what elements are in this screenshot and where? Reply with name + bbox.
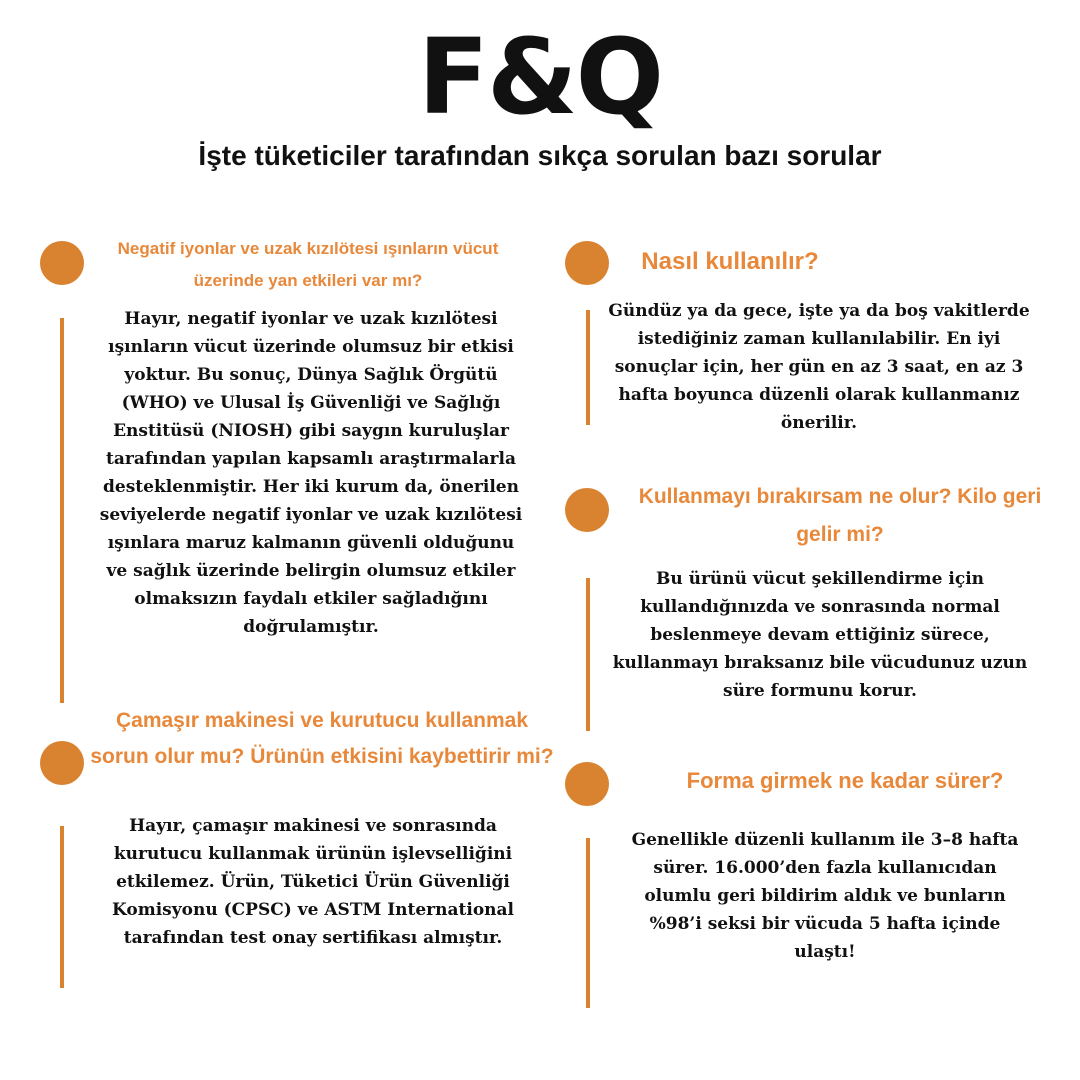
- faq-5-answer: Genellikle düzenli kullanım ile 3–8 hafta sürer. 16.000’den fazla kullanıcıdan olumlu geri bildirim aldık ve bunların %98’i seksi bir vücuda 5 hafta içinde ulaştı!: [631, 830, 1019, 962]
- faq-1-divider: [60, 318, 64, 703]
- faq-2-bullet-icon: [565, 241, 609, 285]
- faq-3-answer: Bu ürünü vücut şekillendirme için kullandığınızda ve sonrasında normal beslenmeye devam ettiğiniz sürece, kullanmayı bıraksanız bile vücudunuz uzun süre formunu korur.: [612, 569, 1028, 701]
- faq-2-answer: Gündüz ya da gece, işte ya da boş vakitlerde istediğiniz zaman kullanılabilir. En iyi sonuçlar için, her gün en az 3 saat, en az 3 hafta boyunca düzenli olarak kullanmanız önerilir.: [608, 301, 1030, 433]
- faq-4-question: Çamaşır makinesi ve kurutucu kullanmak sorun olur mu? Ürünün etkisini kaybettirir mi?: [90, 709, 554, 768]
- faq-1-answer: Hayır, negatif iyonlar ve uzak kızılötesi ışınların vücut üzerinde olumsuz bir etkisi yoktur. Bu sonuç, Dünya Sağlık Örgütü (WHO) ve Ulusal İş Güvenliği ve Sağlığı Enstitüsü (NIOSH) gibi saygın kuruluşlar tarafından yapılan kapsamlı araştırmalarla desteklenmiştir. Her iki kurum da, önerilen seviyelerde negatif iyonlar ve uzak kızılötesi ışınlara maruz kalmanın güvenli olduğunu ve sağlık üzerinde belirgin olumsuz etkiler olmaksızın faydalı etkiler sağladığını doğrulamıştır.: [99, 309, 523, 637]
- faq-3-bullet-icon: [565, 488, 609, 532]
- faq-4-divider: [60, 826, 64, 988]
- page-subtitle: İşte tüketiciler tarafından sıkça sorulan bazı sorular: [198, 140, 882, 171]
- faq-4-answer: Hayır, çamaşır makinesi ve sonrasında kurutucu kullanmak ürünün işlevselliğini etkilemez. Ürün, Tüketici Ürün Güvenliği Komisyonu (CPSC) ve ASTM International tarafından test onay sertifikası almıştır.: [112, 816, 514, 948]
- faq-5-divider: [586, 838, 590, 1008]
- faq-1-bullet-icon: [40, 241, 84, 285]
- faq-4-bullet-icon: [40, 741, 84, 785]
- faq-5-bullet-icon: [565, 762, 609, 806]
- faq-3-divider: [586, 578, 590, 731]
- logo: F&Q: [417, 16, 663, 138]
- faq-2-question: Nasıl kullanılır?: [641, 248, 819, 275]
- faq-5-question: Forma girmek ne kadar sürer?: [686, 768, 1004, 793]
- faq-3-question: Kullanmayı bırakırsam ne olur? Kilo geri gelir mi?: [638, 485, 1042, 546]
- faq-1-question: Negatif iyonlar ve uzak kızılötesi ışınların vücut üzerinde yan etkileri var mı?: [117, 239, 499, 290]
- faq-2-divider: [586, 310, 590, 425]
